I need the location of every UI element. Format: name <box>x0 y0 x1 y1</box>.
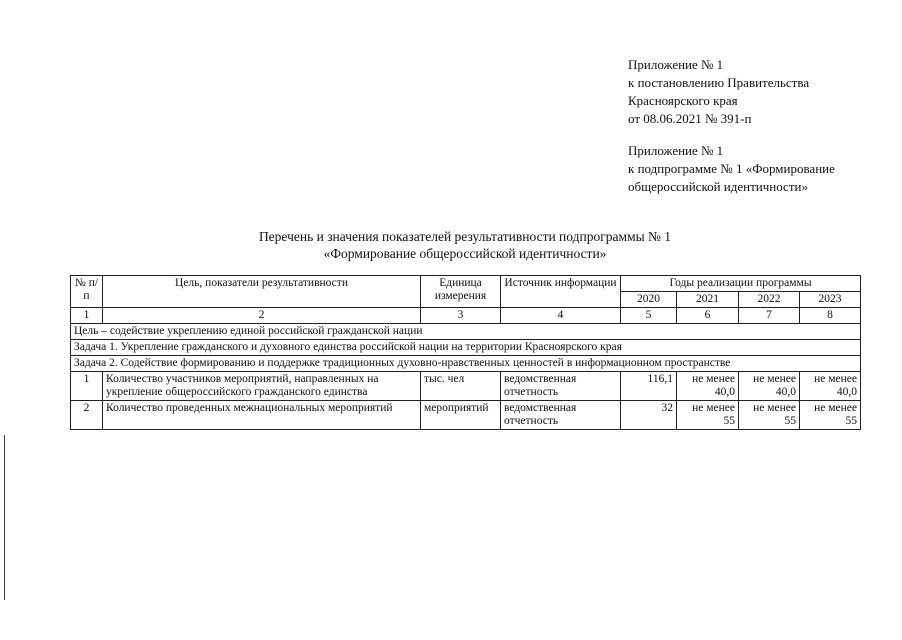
appendix-1-line: к постановлению Правительства <box>628 75 810 90</box>
indicators-table <box>70 275 861 430</box>
row-unit: мероприятий <box>421 401 501 430</box>
task-2-text: Задача 2. Содействие формированию и поддержке традиционных духовно-нравственных ценностей в информационном пространстве <box>71 356 861 372</box>
header-year-2023: 2023 <box>800 292 861 308</box>
row-num: 2 <box>71 401 103 430</box>
row-source: ведомственная отчетность <box>501 372 621 401</box>
row-value-2021: не менее 55 <box>677 401 739 430</box>
col-number: 3 <box>421 308 501 324</box>
header-years-group: Годы реализации программы <box>621 276 861 292</box>
col-number: 2 <box>103 308 421 324</box>
col-number: 5 <box>621 308 677 324</box>
col-number: 4 <box>501 308 621 324</box>
col-number: 8 <box>800 308 861 324</box>
row-value-2022: не менее 40,0 <box>739 372 800 401</box>
row-source: ведомственная отчетность <box>501 401 621 430</box>
row-value-2020: 116,1 <box>621 372 677 401</box>
row-value-2023: не менее 55 <box>800 401 861 430</box>
appendix-2-line: Приложение № 1 <box>628 143 724 158</box>
row-num: 1 <box>71 372 103 401</box>
title-line-1: Перечень и значения показателей результативности подпрограммы № 1 <box>258 229 672 244</box>
table-row <box>71 401 861 430</box>
row-value-2022: не менее 55 <box>739 401 800 430</box>
row-indicator-name: Количество проведенных межнациональных мероприятий <box>103 401 421 430</box>
header-num: № п/п <box>71 276 103 308</box>
appendix-2-line: к подпрограмме № 1 «Формирование <box>628 161 835 176</box>
task-1-text: Задача 1. Укрепление гражданского и духовного единства российской нации на территории Красноярского края <box>71 340 861 356</box>
appendix-2-line: общероссийской идентичности» <box>628 179 808 194</box>
task-2-row <box>71 356 861 372</box>
row-value-2023: не менее 40,0 <box>800 372 861 401</box>
header-goal: Цель, показатели результативности <box>103 276 421 308</box>
header-year-2022: 2022 <box>739 292 800 308</box>
col-number: 7 <box>739 308 800 324</box>
appendix-1-line: от 08.06.2021 № 391-п <box>628 111 752 126</box>
table-row <box>71 372 861 401</box>
appendix-1-block <box>628 56 809 128</box>
header-row <box>71 276 861 292</box>
goal-row <box>71 324 861 340</box>
col-number: 1 <box>71 308 103 324</box>
header-unit: Единица измерения <box>421 276 501 308</box>
col-number: 6 <box>677 308 739 324</box>
row-unit: тыс. чел <box>421 372 501 401</box>
row-value-2021: не менее 40,0 <box>677 372 739 401</box>
appendix-2-block <box>628 142 835 196</box>
row-value-2020: 32 <box>621 401 677 430</box>
header-year-2020: 2020 <box>621 292 677 308</box>
document-title <box>70 228 860 262</box>
appendix-1-line: Красноярского края <box>628 93 738 108</box>
row-indicator-name: Количество участников мероприятий, направленных на укрепление общероссийского гражданского единства <box>103 372 421 401</box>
column-number-row <box>71 308 861 324</box>
task-1-row <box>71 340 861 356</box>
goal-text: Цель – содействие укреплению единой российской гражданской нации <box>71 324 861 340</box>
header-year-2021: 2021 <box>677 292 739 308</box>
title-line-2: «Формирование общероссийской идентичности» <box>323 246 607 261</box>
header-source: Источник информации <box>501 276 621 308</box>
appendix-1-line: Приложение № 1 <box>628 57 724 72</box>
scan-edge-line <box>4 435 5 600</box>
